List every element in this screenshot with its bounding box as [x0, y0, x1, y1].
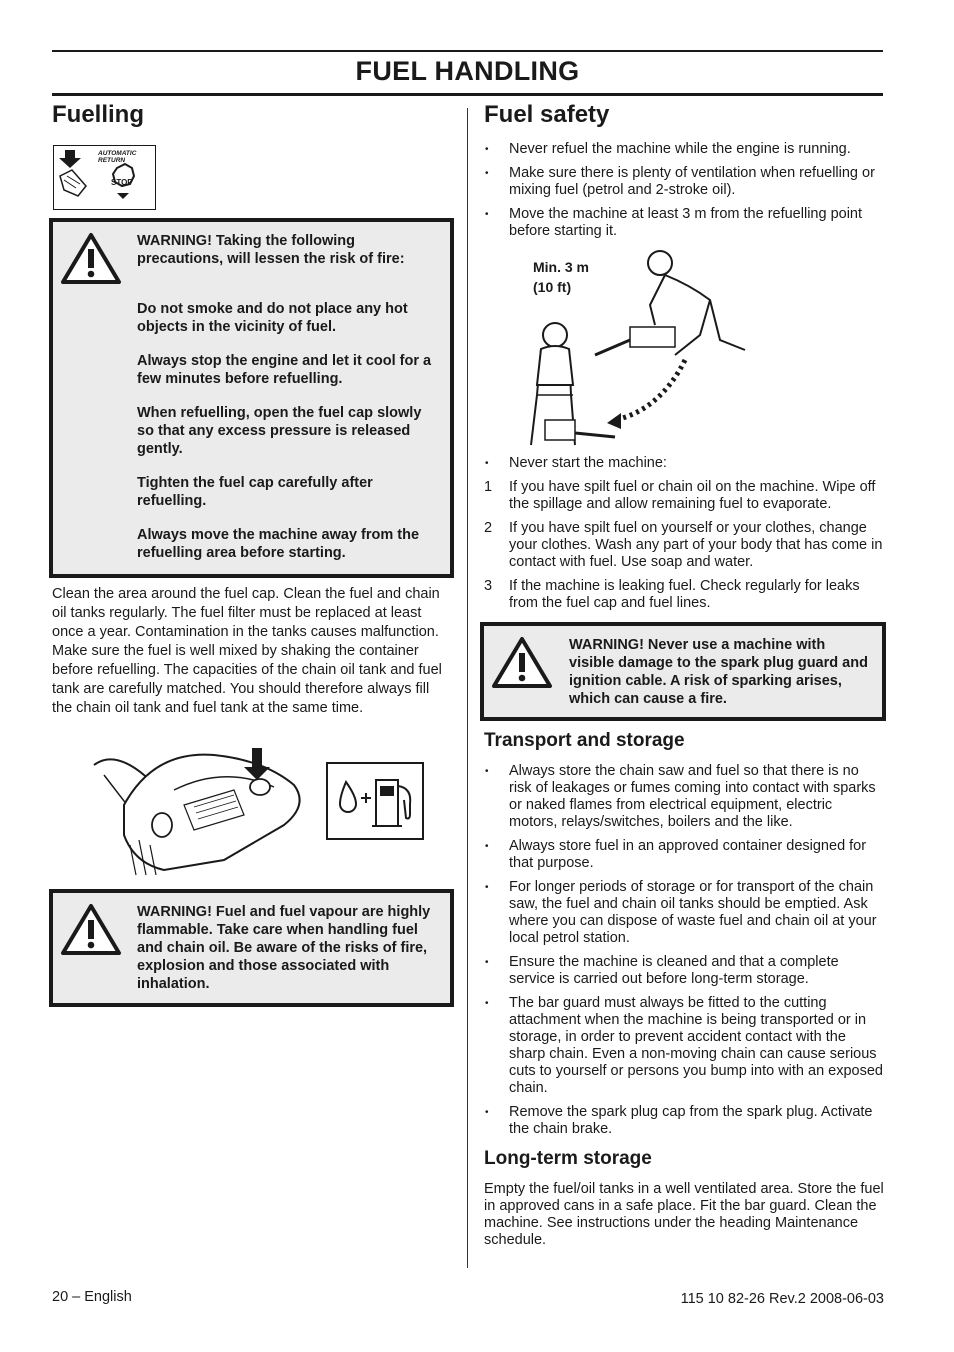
never-start-list	[484, 455, 884, 479]
warning-triangle-icon	[490, 634, 554, 692]
figure-label-ft: (10 ft)	[533, 279, 572, 295]
list-item: • Ensure the machine is cleaned and that a complete service is carried out before long-term storage.	[484, 954, 884, 988]
header-rule-bottom	[52, 93, 883, 96]
transport-storage-heading: Transport and storage	[484, 730, 685, 751]
warning-triangle-icon	[59, 901, 123, 959]
column-divider	[467, 108, 468, 1268]
list-item: • For longer periods of storage or for transport of the chain saw, the fuel and chain oil tanks should be emptied. Ask where you can dispose of waste fuel and chain oil at your local petrol station.	[484, 879, 884, 947]
fuel-safety-list	[484, 141, 884, 247]
warning-box-flammable	[49, 889, 454, 1007]
list-item: • Always store the chain saw and fuel so that there is no risk of leakages or fumes coming into contact with sparks or naked flames from electrical equipment, electric motors, relays/switches, boilers and the like.	[484, 763, 884, 831]
longterm-storage-heading: Long-term storage	[484, 1148, 652, 1169]
warning2-text: WARNING! Fuel and fuel vapour are highly flammable. Take care when handling fuel and chain oil. Be aware of the risks of fire, explosion and those associated with inhalation.	[137, 904, 431, 992]
longterm-paragraph: Empty the fuel/oil tanks in a well ventilated area. Store the fuel in approved cans in a safe place. Fit the bar guard. Clean the machine. See instructions under the heading Maintenance schedule.	[484, 1181, 884, 1248]
page-title: FUEL HANDLING	[355, 56, 580, 86]
numbered-list	[484, 479, 884, 619]
stop-symbol-icon	[53, 145, 156, 210]
list-item: • Make sure there is plenty of ventilation when refuelling or mixing fuel (petrol and 2-stroke oil).	[484, 165, 884, 199]
warning1-item: Always stop the engine and let it cool for a few minutes before refuelling.	[137, 353, 432, 387]
warning-box-spark-plug	[480, 622, 886, 721]
automatic-return-label: AUTOMATIC RETURN	[98, 150, 137, 164]
header-rule-top	[52, 50, 883, 52]
warning1-intro: WARNING! Taking the following precautions, will lessen the risk of fire:	[137, 233, 405, 267]
warning-triangle-icon	[59, 230, 123, 288]
footer-page-number: 20 – English	[52, 1289, 132, 1305]
list-item: • Always store fuel in an approved container designed for that purpose.	[484, 838, 884, 872]
list-item: • Never start the machine:	[484, 455, 884, 472]
warning3-text: WARNING! Never use a machine with visible damage to the spark plug guard and ignition cable. A risk of sparking arises, which can cause a fire.	[569, 637, 868, 707]
fuel-safety-heading: Fuel safety	[484, 101, 610, 128]
numbered-item: 2 If you have spilt fuel on yourself or your clothes, change your clothes. Wash any part of your body that has come in contact with fuel. Use soap and water.	[484, 520, 883, 570]
chainsaw-fuel-cap-illustration	[84, 745, 314, 880]
warning1-item: Do not smoke and do not place any hot objects in the vicinity of fuel.	[137, 301, 408, 335]
fuel-and-oil-icon	[326, 762, 424, 840]
stop-label: STOP	[111, 178, 133, 187]
list-item: • The bar guard must always be fitted to the cutting attachment when the machine is being transported or in storage, in order to prevent accident contact with the sharp chain. Even a non-moving chain can cause serious cuts to yourself or persons you bump into with an exposed chain.	[484, 995, 884, 1097]
list-item: • Move the machine at least 3 m from the refuelling point before starting it.	[484, 206, 884, 240]
min-3m-distance-illustration	[515, 245, 755, 450]
warning1-item: Tighten the fuel cap carefully after refuelling.	[137, 475, 373, 509]
warning1-item: When refuelling, open the fuel cap slowly so that any excess pressure is released gently.	[137, 405, 422, 457]
numbered-item: 1 If you have spilt fuel or chain oil on the machine. Wipe off the spillage and allow remaining fuel to evaporate.	[484, 479, 876, 512]
fuelling-heading: Fuelling	[52, 101, 144, 128]
warning1-item: Always move the machine away from the refuelling area before starting.	[137, 527, 420, 561]
warning-box-fire-precautions	[49, 218, 454, 578]
figure-label-min: Min. 3 m	[533, 259, 590, 275]
list-item: • Never refuel the machine while the engine is running.	[484, 141, 884, 158]
transport-list	[484, 763, 884, 1145]
numbered-item: 3 If the machine is leaking fuel. Check regularly for leaks from the fuel cap and fuel lines.	[484, 578, 860, 611]
fuelling-paragraph: Clean the area around the fuel cap. Clean the fuel and chain oil tanks regularly. The fuel filter must be replaced at least once a year. Contamination in the tanks causes malfunction. Make sure the fuel is well mixed by shaking the container before refuelling. The capacities of the chain oil tank and fuel tank are carefully matched. You should therefore always fill the chain oil tank and fuel tank at the same time.	[52, 586, 442, 716]
footer-document-id: 115 10 82-26 Rev.2 2008-06-03	[680, 1291, 884, 1307]
list-item: • Remove the spark plug cap from the spark plug. Activate the chain brake.	[484, 1104, 884, 1138]
